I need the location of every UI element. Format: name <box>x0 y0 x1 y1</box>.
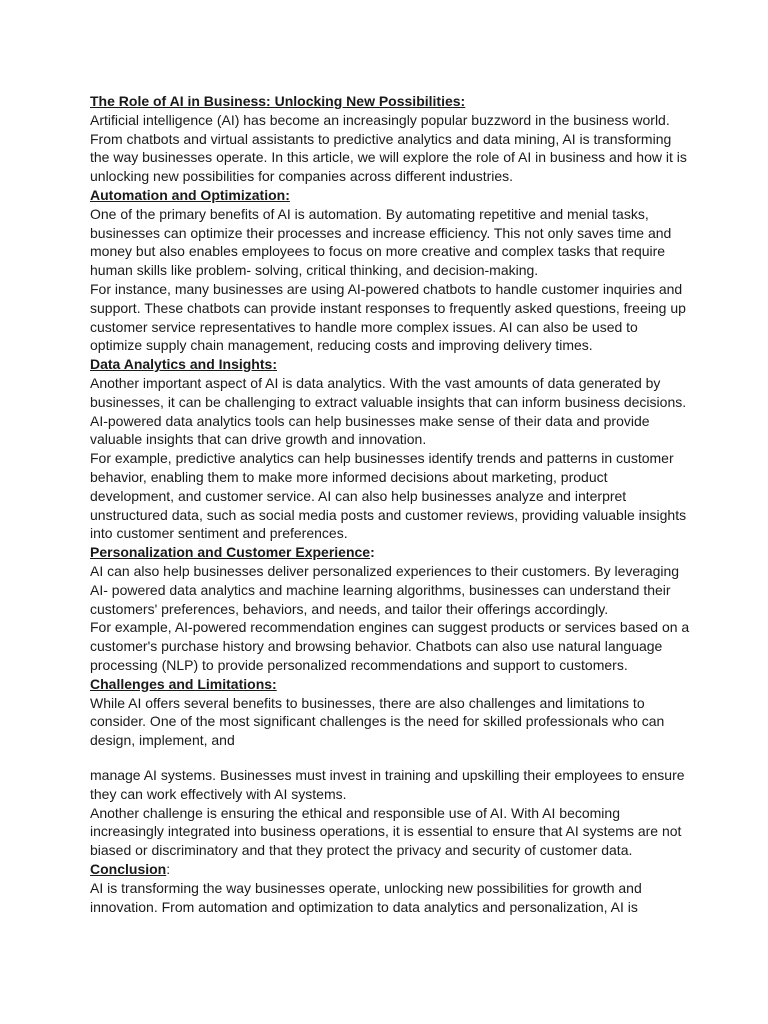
challenges-paragraph-1-start: While AI offers several benefits to businesses, there are also challenges and limitations to consider. One of the most significant challenges is the need for skilled professionals who can design, implement, and <box>90 694 665 749</box>
automation-heading-text: Automation and Optimization <box>90 186 286 203</box>
automation-paragraph-1: One of the primary benefits of AI is automation. By automating repetitive and menial tasks, businesses can optimize their processes and increase efficiency. This not only saves time and money but also enables employees to focus on more creative and complex tasks that require human skills like problem- solving, critical thinking, and decision-making. <box>90 205 672 279</box>
personalization-heading <box>90 543 690 562</box>
analytics-paragraph-1: Another important aspect of AI is data analytics. With the vast amounts of data generated by businesses, it can be challenging to extract valuable insights that can inform business decisions. AI-powered data analytics tools can help businesses make sense of their data and provide valuable insights that can drive growth and innovation. <box>90 374 687 448</box>
personalization-paragraph-1: AI can also help businesses deliver personalized experiences to their customers. By leveraging AI- powered data analytics and machine learning algorithms, businesses can understand their customers' preferences, behaviors, and needs, and tailor their offerings accordingly. <box>90 562 680 617</box>
personalization-heading-text: Personalization and Customer Experience <box>90 544 371 561</box>
automation-paragraph-2: For instance, many businesses are using AI-powered chatbots to handle customer inquiries and support. These chatbots can provide instant responses to frequently asked questions, freeing up customer service representatives to handle more complex issues. AI can also be used to optimize supply chain management, reducing costs and improving delivery times. <box>90 280 686 354</box>
document-title-colon: : <box>460 93 466 109</box>
page-content-top <box>90 92 690 750</box>
challenges-paragraph-2: Another challenge is ensuring the ethical and responsible use of AI. With AI becoming increasingly integrated into business operations, it is essential to ensure that AI systems are not biased or discriminatory and that they protect the privacy and security of customer data. <box>90 804 682 859</box>
personalization-paragraph-2: For example, AI-powered recommendation engines can suggest products or services based on a customer's purchase history and browsing behavior. Chatbots can also use natural language processing (NLP) to provide personalized recommendations and support to customers. <box>90 619 690 673</box>
automation-heading <box>90 186 690 205</box>
analytics-heading-text: Data Analytics and Insights <box>90 356 273 373</box>
document-title <box>90 92 690 111</box>
analytics-heading-colon: : <box>272 356 277 373</box>
challenges-heading <box>90 675 690 694</box>
document-title-text: The Role of AI in Business: Unlocking New Possibilities <box>90 93 461 109</box>
intro-paragraph: Artificial intelligence (AI) has become an increasingly popular buzzword in the business world. From chatbots and virtual assistants to predictive analytics and data mining, AI is transforming the way businesses operate. In this article, we will explore the role of AI in business and how it is unlocking new possibilities for companies across different industries. <box>90 111 687 185</box>
challenges-paragraph-1-end: manage AI systems. Businesses must invest in training and upskilling their employees to ensure they can work effectively with AI systems. <box>90 767 685 802</box>
challenges-heading-text: Challenges and Limitations <box>90 675 273 692</box>
analytics-paragraph-2: For example, predictive analytics can help businesses identify trends and patterns in customer behavior, enabling them to make more informed decisions about marketing, product development, and customer service. AI can also help businesses analyze and interpret unstructured data, such as social media posts and customer reviews, providing valuable insights into customer sentiment and preferences. <box>90 450 687 542</box>
page-content-bottom <box>90 766 690 916</box>
conclusion-heading-text: Conclusion <box>90 860 167 877</box>
challenges-heading-colon: : <box>272 675 277 692</box>
conclusion-heading-colon: : <box>166 860 171 877</box>
conclusion-heading <box>90 860 690 879</box>
conclusion-paragraph-1: AI is transforming the way businesses operate, unlocking new possibilities for growth and innovation. From automation and optimization to data analytics and personalization, AI is <box>90 879 642 915</box>
automation-heading-colon: : <box>285 186 290 203</box>
personalization-heading-colon: : <box>370 544 375 561</box>
analytics-heading <box>90 355 690 374</box>
